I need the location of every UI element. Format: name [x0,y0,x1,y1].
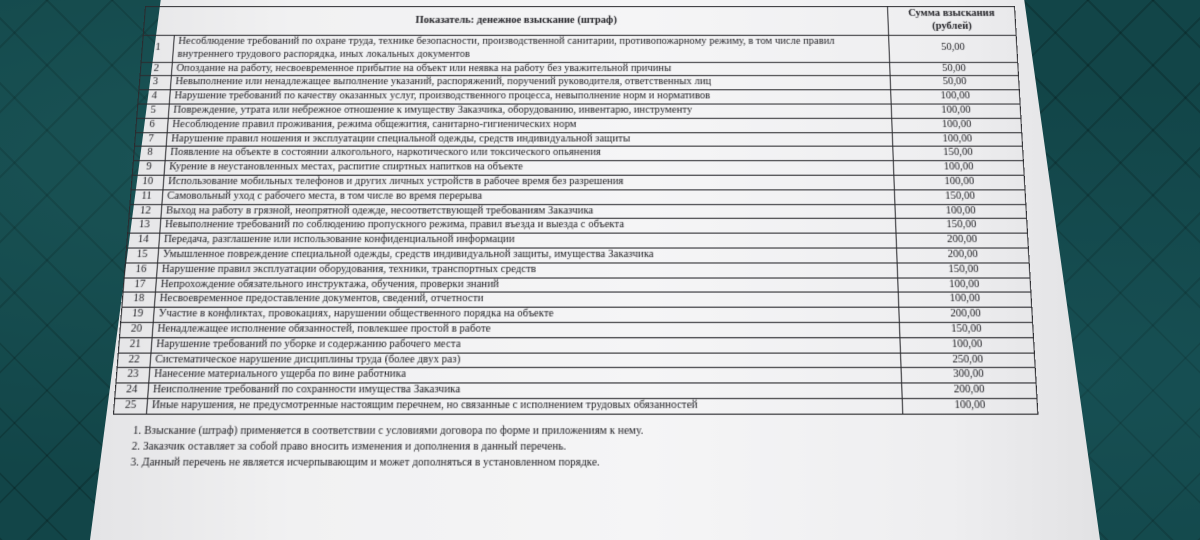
table-row [137,104,1021,118]
row-number: 4 [138,90,171,104]
row-amount: 100,00 [902,398,1038,413]
row-number: 17 [123,278,156,293]
row-amount: 300,00 [901,368,1036,383]
table-row [127,233,1029,248]
notes [130,423,1042,471]
table-row [117,353,1035,368]
row-amount: 200,00 [897,248,1030,263]
table-row [139,76,1019,90]
row-description: Несвоевременное предоставление документов, сведений, отчетности [154,292,898,307]
row-amount: 100,00 [895,204,1027,219]
table-row [132,161,1024,175]
table-row [125,248,1029,263]
header-amount: Сумма взыскания (рублей) [888,6,1017,35]
row-number: 9 [132,161,165,175]
row-number: 2 [140,62,172,76]
row-amount: 100,00 [891,104,1021,118]
table-row [130,190,1026,204]
row-amount: 200,00 [896,233,1028,248]
row-number: 20 [120,322,154,337]
table-row [114,398,1038,413]
row-amount: 150,00 [895,219,1027,234]
row-number: 23 [116,368,150,383]
row-number: 6 [136,118,169,132]
row-number: 12 [129,204,162,219]
row-description: Самовольный уход с рабочего места, в том числе во время перерыва [162,190,895,204]
row-number: 7 [134,132,167,146]
row-amount: 150,00 [897,263,1030,278]
row-number: 5 [137,104,170,118]
table-row [124,263,1030,278]
row-amount: 100,00 [900,337,1034,352]
row-number: 10 [131,175,164,189]
row-description: Нанесение материального ущерба по вине работника [149,368,902,383]
row-description: Нарушение требований по качеству оказанных услуг, производственного процесса, невыполнение норм и нормативов [169,90,891,104]
header-indicator: Показатель: денежное взыскание (штраф) [143,6,888,35]
row-amount: 50,00 [889,35,1018,62]
row-number: 11 [130,190,163,204]
table-row [118,337,1034,352]
row-description: Нарушение правил эксплуатации оборудования, техники, транспортных средств [157,263,898,278]
row-amount: 100,00 [892,132,1022,146]
row-description: Несоблюдение требований по охране труда, технике безопасности, производственной санитарии, противопожарному режиму, в том числе правил внутреннего трудового распорядка, иных локальных документов [172,35,889,62]
row-number: 18 [122,292,156,307]
row-description: Неисполнение требований по сохранности имущества Заказчика [148,383,903,398]
row-description: Иные нарушения, не предусмотренные настоящим перечнем, но связанные с исполнением трудовых обязанностей [146,398,902,413]
table-row [129,204,1027,219]
row-number: 15 [125,248,158,263]
row-number: 1 [141,35,174,62]
table-row [141,35,1018,62]
row-amount: 50,00 [890,76,1019,90]
table-row [128,219,1028,234]
fines-table [113,6,1038,414]
row-number: 16 [124,263,157,278]
row-description: Нарушение правил ношения и эксплуатации специальной одежды, средств индивидуальной защиты [166,132,893,146]
row-description: Умышленное повреждение специальной одежды, средств индивидуальной защиты, имущества Заказчика [158,248,898,263]
table-row [131,175,1025,189]
row-description: Невыполнение требований по соблюдению пропускного режима, правил въезда и выезда с объекта [160,219,896,234]
table-row [136,118,1022,132]
row-amount: 100,00 [893,161,1024,175]
row-description: Выход на работу в грязной, неопрятной одежде, несоответствующей требованиям Заказчика [161,204,896,219]
row-description: Появление на объекте в состоянии алкогольного, наркотического или токсического опьянения [165,147,893,161]
row-description: Невыполнение или ненадлежащее выполнение указаний, распоряжений, поручений руководителя, ответственных лиц [170,76,890,90]
row-number: 13 [128,219,161,234]
row-amount: 50,00 [890,62,1019,76]
row-number: 24 [115,383,149,398]
row-number: 21 [118,337,152,352]
row-description: Использование мобильных телефонов и других личных устройств в рабочее время без разрешения [163,175,894,189]
row-amount: 100,00 [892,118,1022,132]
row-amount: 100,00 [898,292,1032,307]
table-row [122,292,1032,307]
row-amount: 150,00 [893,147,1024,161]
table-row [134,132,1022,146]
row-amount: 100,00 [898,278,1031,293]
row-description: Курение в неустановленных местах, распитие спиртных напитков на объекте [164,161,894,175]
table-row [133,147,1023,161]
row-amount: 250,00 [900,353,1035,368]
row-number: 8 [133,147,166,161]
row-number: 3 [139,76,171,90]
row-number: 25 [114,398,148,413]
table-header-row [143,6,1016,35]
row-description: Передача, разглашение или использование конфиденциальной информации [159,233,897,248]
table-row [120,322,1034,337]
row-amount: 100,00 [894,175,1025,189]
note-3: 3. Данный перечень не является исчерпывающим и может дополняться в установленном порядке. [130,456,600,469]
row-number: 22 [117,353,151,368]
row-description: Ненадлежащее исполнение обязанностей, повлекшее простой в работе [152,322,900,337]
table-row [138,90,1020,104]
note-1: 1. Взыскание (штраф) применяется в соответствии с условиями договора по форме и приложениям к нему. [132,424,644,437]
row-description: Несоблюдение правил проживания, режима общежития, санитарно-гигиенических норм [167,118,892,132]
row-amount: 150,00 [894,190,1025,204]
table-row [121,307,1033,322]
row-amount: 200,00 [899,307,1033,322]
table-row [116,368,1036,383]
row-amount: 200,00 [902,383,1037,398]
row-description: Нарушение требований по уборке и содержанию рабочего места [151,337,900,352]
table-row [123,278,1031,293]
row-number: 19 [121,307,155,322]
table-row [140,62,1018,76]
note-2: 2. Заказчик оставляет за собой право вносить изменения и дополнения в данный перечень. [131,440,567,453]
row-description: Участие в конфликтах, провокациях, нарушении общественного порядка на объекте [153,307,899,322]
row-description: Непрохождение обязательного инструктажа, обучения, проверки знаний [155,278,898,293]
table-row [115,383,1037,398]
fines-document [109,6,1042,471]
row-description: Повреждение, утрата или небрежное отношение к имуществу Заказчика, оборудованию, инвентарю, инструменту [168,104,891,118]
row-amount: 100,00 [891,90,1020,104]
row-description: Систематическое нарушение дисциплины труда (более двух раз) [150,353,901,368]
row-description: Опоздание на работу, несвоевременное прибытие на объект или неявка на работу без уважительной причины [171,62,890,76]
row-number: 14 [127,233,160,248]
row-amount: 150,00 [899,322,1033,337]
